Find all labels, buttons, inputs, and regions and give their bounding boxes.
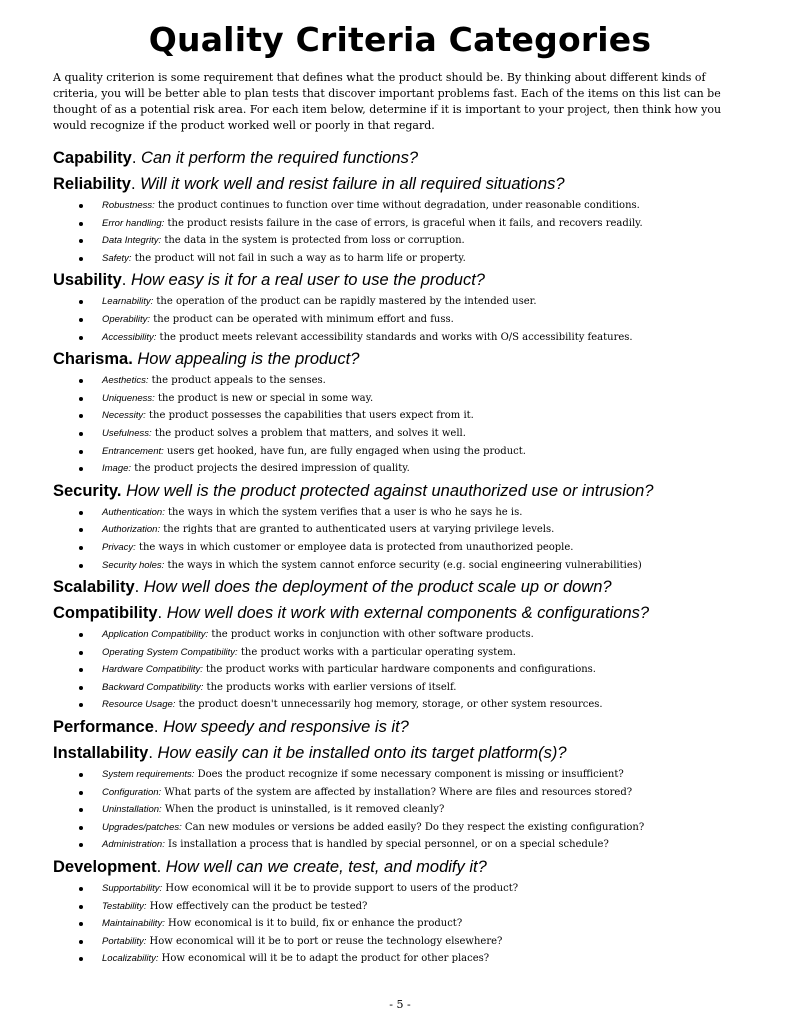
section-usability	[53, 267, 773, 346]
section-question: How well does it work with external components & configurations?	[166, 604, 650, 623]
section-name: Development	[53, 858, 157, 877]
section-heading	[53, 600, 773, 626]
list-item	[53, 407, 773, 425]
section-heading	[53, 346, 773, 372]
list-item	[53, 425, 773, 443]
list-item	[53, 915, 773, 933]
section-separator: .	[131, 149, 142, 167]
list-item	[53, 784, 773, 802]
item-term: Testability:	[102, 900, 147, 912]
item-description: the product can be operated with minimum effort and fuss.	[150, 313, 454, 325]
item-term: Learnability:	[102, 296, 154, 308]
item-description: the ways in which customer or employee data is protected from unauthorized people.	[135, 541, 574, 553]
section-separator: .	[130, 175, 141, 193]
item-term: Data Integrity:	[102, 235, 162, 247]
section-capability	[53, 145, 773, 171]
section-heading	[53, 574, 773, 600]
list-item	[53, 250, 773, 268]
item-description: Is installation a process that is handled by special personnel, or on a special schedule?	[164, 839, 609, 851]
item-term: Supportability:	[102, 883, 163, 895]
list-item	[53, 766, 773, 784]
item-description: the product solves a problem that matters, and solves it well.	[151, 427, 466, 439]
item-term: Administration:	[102, 839, 165, 851]
item-term: Configuration:	[102, 786, 162, 798]
section-question: How easy is it for a real user to use the product?	[130, 271, 485, 290]
section-question: How well can we create, test, and modify it?	[165, 858, 487, 877]
section-separator: .	[156, 858, 166, 877]
section-scalability	[53, 574, 773, 600]
bullet-list	[53, 197, 773, 267]
item-description: the product meets relevant accessibility standards and works with O/S accessibility features.	[156, 331, 633, 343]
section-charisma	[53, 346, 773, 478]
section-installability	[53, 740, 773, 854]
item-description: the product works with a particular operating system.	[237, 646, 516, 658]
section-heading	[53, 714, 773, 740]
list-item	[53, 390, 773, 408]
list-item	[53, 950, 773, 968]
item-term: Image:	[102, 463, 132, 475]
list-item	[53, 819, 773, 837]
list-item	[53, 696, 773, 714]
section-separator: .	[153, 718, 164, 737]
item-description: the product appeals to the senses.	[148, 375, 326, 387]
item-description: Can new modules or versions be added easily? Do they respect the existing configuration?	[181, 821, 645, 833]
list-item	[53, 836, 773, 854]
bullet-list	[53, 626, 773, 714]
section-heading	[53, 171, 773, 197]
item-term: Resource Usage:	[102, 699, 176, 711]
intro-paragraph: A quality criterion is some requirement that defines what the product should be. By thinking about different kinds of criteria, you will be better able to plan tests that discover important problems fast. Each of the items on this list can be thought of as a potential risk area. For each item below, determine if it is important to your project, then think how you would recognize if the product worked well or poorly in that regard.	[53, 71, 722, 132]
section-question: How well does the deployment of the product scale up or down?	[143, 578, 612, 597]
section-name: Charisma.	[53, 350, 133, 369]
item-description: the product resists failure in the case of errors, is graceful when it fails, and recovers readily.	[164, 217, 643, 229]
item-term: Authentication:	[102, 506, 165, 518]
item-description: the product works with particular hardware components and configurations.	[202, 664, 596, 676]
section-separator: .	[134, 578, 144, 597]
section-name: Security.	[53, 481, 122, 500]
item-term: Hardware Compatibility:	[102, 664, 203, 676]
section-name: Performance	[53, 718, 154, 737]
section-separator: .	[148, 744, 158, 763]
list-item	[53, 521, 773, 539]
section-development	[53, 854, 773, 968]
list-item	[53, 232, 773, 250]
list-item	[53, 443, 773, 461]
item-term: Entrancement:	[102, 445, 164, 457]
list-item	[53, 329, 773, 347]
item-description: How economical is it to build, fix or enhance the product?	[164, 918, 463, 930]
item-term: Error handling:	[102, 217, 165, 229]
item-description: When the product is uninstalled, is it removed cleanly?	[161, 804, 445, 816]
bullet-list	[53, 372, 773, 478]
item-description: the data in the system is protected from loss or corruption.	[161, 235, 465, 247]
item-description: How economical will it be to port or reuse the technology elsewhere?	[146, 935, 503, 947]
section-name: Compatibility	[53, 604, 158, 623]
section-name: Reliability	[53, 175, 131, 193]
list-item	[53, 539, 773, 557]
item-term: Security holes:	[102, 559, 165, 571]
item-description: Does the product recognize if some necessary component is missing or insufficient?	[194, 769, 624, 781]
bullet-list	[53, 504, 773, 574]
list-item	[53, 661, 773, 679]
section-security	[53, 478, 773, 574]
section-performance	[53, 714, 773, 740]
page-title: Quality Criteria Categories	[148, 20, 652, 59]
list-item	[53, 933, 773, 951]
item-description: the products works with earlier versions of itself.	[203, 681, 457, 693]
section-reliability	[53, 171, 773, 267]
section-separator: .	[121, 271, 131, 290]
criteria-list	[53, 145, 773, 968]
item-term: Robustness:	[102, 200, 155, 211]
section-question: How speedy and responsive is it?	[163, 718, 409, 737]
list-item	[53, 504, 773, 522]
list-item	[53, 880, 773, 898]
section-question: How well is the product protected against unauthorized use or intrusion?	[126, 481, 654, 500]
list-item	[53, 460, 773, 478]
item-term: Application Compatibility:	[102, 629, 209, 641]
item-description: the product possesses the capabilities that users expect from it.	[145, 410, 474, 422]
item-term: Operability:	[102, 313, 151, 325]
item-description: users get hooked, have fun, are fully engaged when using the product.	[163, 445, 526, 457]
section-question: Will it work well and resist failure in all required situations?	[140, 175, 565, 193]
list-item	[53, 557, 773, 575]
item-term: Accessibility:	[102, 331, 157, 343]
item-description: the rights that are granted to authenticated users at varying privilege levels.	[160, 524, 555, 536]
list-item	[53, 293, 773, 311]
item-description: the product projects the desired impression of quality.	[131, 463, 410, 475]
section-separator: .	[157, 604, 167, 623]
list-item	[53, 644, 773, 662]
item-term: Backward Compatibility:	[102, 681, 204, 693]
section-name: Installability	[53, 744, 149, 763]
section-question: Can it perform the required functions?	[141, 149, 419, 167]
section-heading	[53, 740, 773, 766]
item-term: Usefulness:	[102, 427, 152, 439]
item-description: the ways in which the system cannot enforce security (e.g. social engineering vulnerabilities)	[164, 559, 642, 571]
bullet-list	[53, 293, 773, 346]
item-term: Uniqueness:	[102, 392, 155, 404]
section-heading	[53, 854, 773, 880]
item-description: the product will not fail in such a way as to harm life or property.	[131, 252, 466, 264]
list-item	[53, 372, 773, 390]
item-description: How economical will it be to adapt the product for other places?	[158, 953, 490, 965]
item-term: Privacy:	[102, 541, 136, 553]
item-term: Portability:	[102, 935, 147, 947]
section-name: Usability	[53, 271, 122, 290]
item-description: the product continues to function over time without degradation, under reasonable conditions.	[154, 200, 640, 211]
item-term: Maintainability:	[102, 918, 165, 930]
bullet-list	[53, 766, 773, 854]
section-compatibility	[53, 600, 773, 714]
item-term: Necessity:	[102, 410, 146, 422]
item-description: the product doesn't unnecessarily hog memory, storage, or other system resources.	[175, 699, 603, 711]
section-name: Capability	[53, 149, 132, 167]
section-question: How easily can it be installed onto its target platform(s)?	[157, 744, 567, 763]
list-item	[53, 311, 773, 329]
item-term: Authorization:	[102, 524, 161, 536]
section-name: Scalability	[53, 578, 135, 597]
list-item	[53, 679, 773, 697]
item-term: Operating System Compatibility:	[102, 646, 238, 658]
item-term: Aesthetics:	[102, 375, 149, 387]
list-item	[53, 215, 773, 233]
section-heading	[53, 267, 773, 293]
item-term: Safety:	[102, 252, 132, 264]
item-description: the operation of the product can be rapidly mastered by the intended user.	[153, 296, 537, 308]
item-term: Localizability:	[102, 953, 159, 965]
item-term: Uninstallation:	[102, 804, 162, 816]
section-heading	[53, 145, 773, 171]
item-description: What parts of the system are affected by installation? Where are files and resources stored?	[161, 786, 633, 798]
item-description: the product works in conjunction with other software products.	[208, 629, 534, 641]
bullet-list	[53, 880, 773, 968]
list-item	[53, 898, 773, 916]
item-description: How effectively can the product be tested?	[146, 900, 368, 912]
item-term: System requirements:	[102, 769, 195, 781]
list-item	[53, 626, 773, 644]
item-description: the product is new or special in some way.	[154, 392, 374, 404]
item-term: Upgrades/patches:	[102, 821, 182, 833]
section-heading	[53, 478, 773, 504]
list-item	[53, 801, 773, 819]
item-description: How economical will it be to provide support to users of the product?	[162, 883, 519, 895]
section-question: How appealing is the product?	[137, 350, 360, 369]
list-item	[53, 197, 773, 215]
item-description: the ways in which the system verifies that a user is who he says he is.	[164, 506, 523, 518]
page-number: - 5 -	[389, 998, 411, 1011]
